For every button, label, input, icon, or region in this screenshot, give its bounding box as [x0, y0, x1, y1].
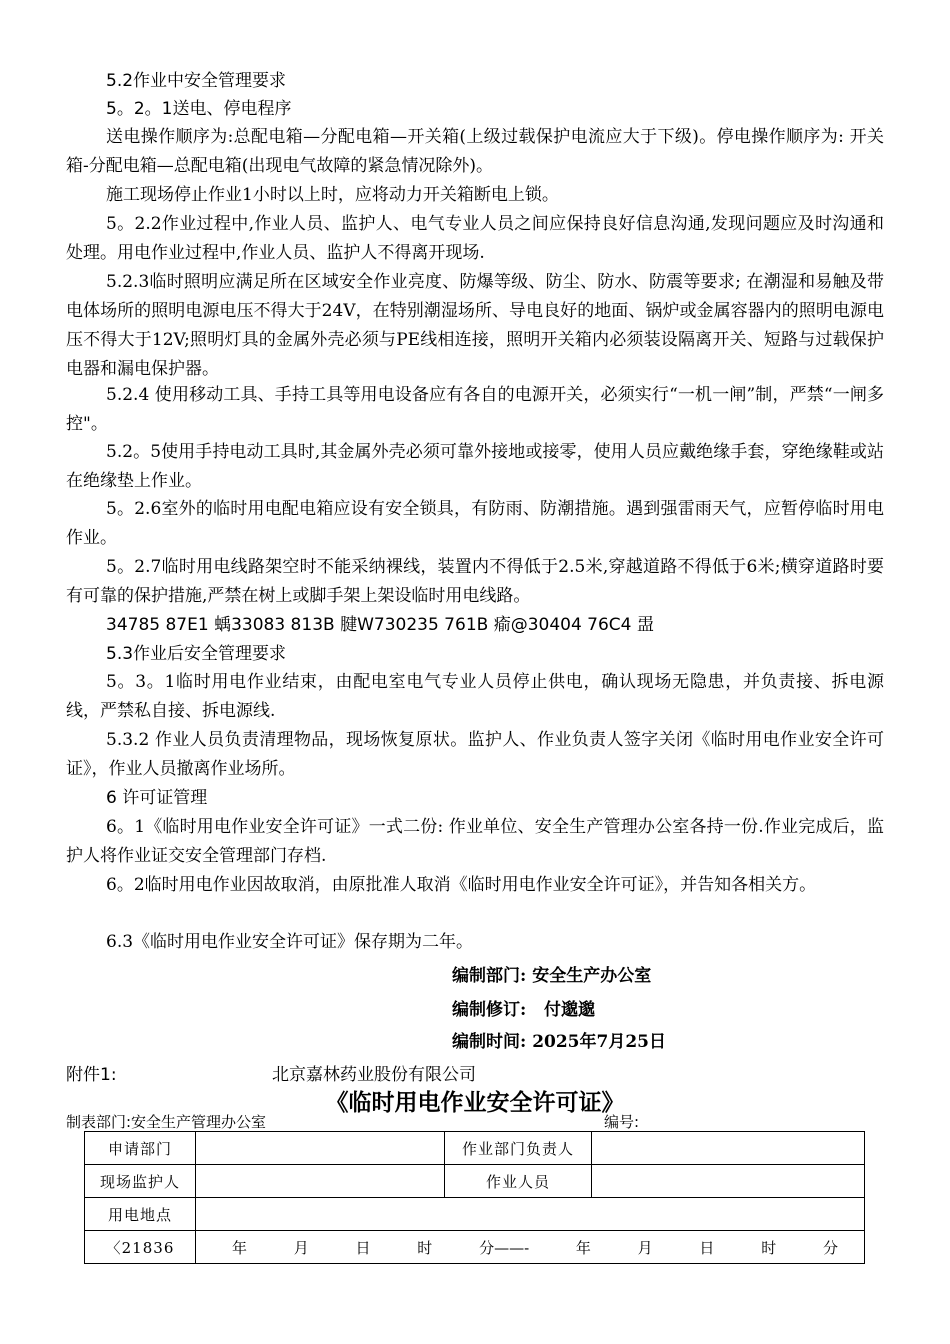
time-prefix-label: 〈21836	[85, 1231, 196, 1264]
time-unit: 月	[637, 1238, 653, 1257]
dept-head-field[interactable]	[592, 1132, 865, 1165]
company-name: 北京嘉林药业股份有限公司	[272, 1065, 476, 1085]
paragraph-5-3-2: 5.3.2 作业人员负责清理物品，现场恢复原状。监护人、作业负责人签字关闭《临时用电作业安全许可证》，作业人员撤离作业场所。	[66, 730, 884, 779]
section-5-2-1-heading: 5。2。1送电、停电程序	[106, 99, 292, 119]
signoff-department: 编制部门: 安全生产办公室	[452, 966, 652, 986]
supervisor-field[interactable]	[196, 1165, 445, 1198]
paragraph-5-2-7: 5。2.7临时用电线路架空时不能采纳裸线，装置内不得低于2.5米,穿越道路不得低于6米;横穿道路时要有可靠的保护措施,严禁在树上或脚手架上架设临时用电线路。	[66, 557, 884, 606]
garbled-text-line: 34785 87E1 蝺33083 813B 腱W730235 761B 瘉@30404 76C4 盄	[106, 615, 654, 635]
supervisor-label: 现场监护人	[85, 1165, 196, 1198]
paragraph-6-3: 6.3《临时用电作业安全许可证》保存期为二年。	[106, 932, 474, 952]
section-6-heading: 6 许可证管理	[106, 788, 208, 808]
paragraph-6-2: 6。2临时用电作业因故取消，由原批准人取消《临时用电作业安全许可证》，并告知各相关方。	[106, 875, 817, 895]
section-5-3-heading: 5.3作业后安全管理要求	[106, 644, 287, 664]
table-row	[85, 1198, 865, 1231]
signoff-date: 编制时间: 2025年7月25日	[452, 1032, 666, 1052]
location-field[interactable]	[196, 1198, 865, 1231]
permit-title: 《临时用电作业安全许可证》	[325, 1090, 625, 1116]
workers-label: 作业人员	[445, 1165, 592, 1198]
paragraph-5-2-3: 5.2.3临时照明应满足所在区域安全作业亮度、防爆等级、防尘、防水、防震等要求; 在潮湿和易触及带电体场所的照明电源电压不得大于24V，在特别潮湿场所、导电良好的地面、锅炉或金属容器内的照明电源电压不得大于12V;照明灯具的金属外壳必须与PE线相连接，照明开关箱内必须装设隔离开关、短路与过载保护电器和漏电保护器。	[66, 272, 884, 379]
maker-department: 制表部门:安全生产管理办公室	[66, 1113, 267, 1131]
dept-head-label: 作业部门负责人	[445, 1132, 592, 1165]
time-unit: 时	[417, 1238, 433, 1257]
paragraph-6-1: 6。1《临时用电作业安全许可证》一式二份: 作业单位、安全生产管理办公室各持一份.作业完成后，监护人将作业证交安全管理部门存档.	[66, 817, 884, 866]
signoff-revision: 编制修订: 付邈邈	[452, 1000, 596, 1020]
paragraph-power-sequence: 送电操作顺序为:总配电箱—分配电箱—开关箱(上级过载保护电流应大于下级)。停电操作顺序为: 开关箱-分配电箱—总配电箱(出现电气故障的紧急情况除外)。	[66, 127, 884, 176]
attachment-label: 附件1:	[66, 1065, 117, 1085]
permit-number-label: 编号:	[604, 1113, 640, 1131]
workers-field[interactable]	[592, 1165, 865, 1198]
paragraph-5-3-1: 5。3。1临时用电作业结束，由配电室电气专业人员停止供电，确认现场无隐患，并负责接、拆电源线，严禁私自接、拆电源线.	[66, 672, 884, 721]
table-row	[85, 1165, 865, 1198]
table-row	[85, 1132, 865, 1165]
time-unit: 分	[822, 1238, 838, 1257]
paragraph-5-2-5: 5.2。5使用手持电动工具时,其金属外壳必须可靠外接地或接零，使用人员应戴绝缘手套，穿绝缘鞋或站在绝缘垫上作业。	[66, 442, 884, 491]
time-unit: 日	[355, 1238, 371, 1257]
paragraph-5-2-2: 5。2.2作业过程中,作业人员、监护人、电气专业人员之间应保持良好信息沟通,发现问题应及时沟通和处理。用电作业过程中,作业人员、监护人不得离开现场.	[66, 214, 884, 263]
time-range-field[interactable]	[196, 1231, 865, 1264]
section-5-2-heading: 5.2作业中安全管理要求	[106, 71, 287, 91]
time-unit: 年	[232, 1238, 248, 1257]
permit-table	[84, 1131, 865, 1264]
time-unit: 日	[699, 1238, 715, 1257]
apply-dept-field[interactable]	[196, 1132, 445, 1165]
paragraph-5-2-4: 5.2.4 使用移动工具、手持工具等用电设备应有各自的电源开关，必须实行“一机一闸”制，严禁“一闸多控"。	[66, 385, 884, 434]
paragraph-5-2-6: 5。2.6室外的临时用电配电箱应设有安全锁具，有防雨、防潮措施。遇到强雷雨天气，应暂停临时用电作业。	[66, 499, 884, 548]
paragraph-stop-work: 施工现场停止作业1小时以上时，应将动力开关箱断电上锁。	[106, 185, 559, 205]
location-label: 用电地点	[85, 1198, 196, 1231]
time-unit: 年	[575, 1238, 591, 1257]
apply-dept-label: 申请部门	[85, 1132, 196, 1165]
table-row	[85, 1231, 865, 1264]
time-unit: 时	[761, 1238, 777, 1257]
time-unit: 分——-	[479, 1238, 530, 1257]
time-unit: 月	[293, 1238, 309, 1257]
